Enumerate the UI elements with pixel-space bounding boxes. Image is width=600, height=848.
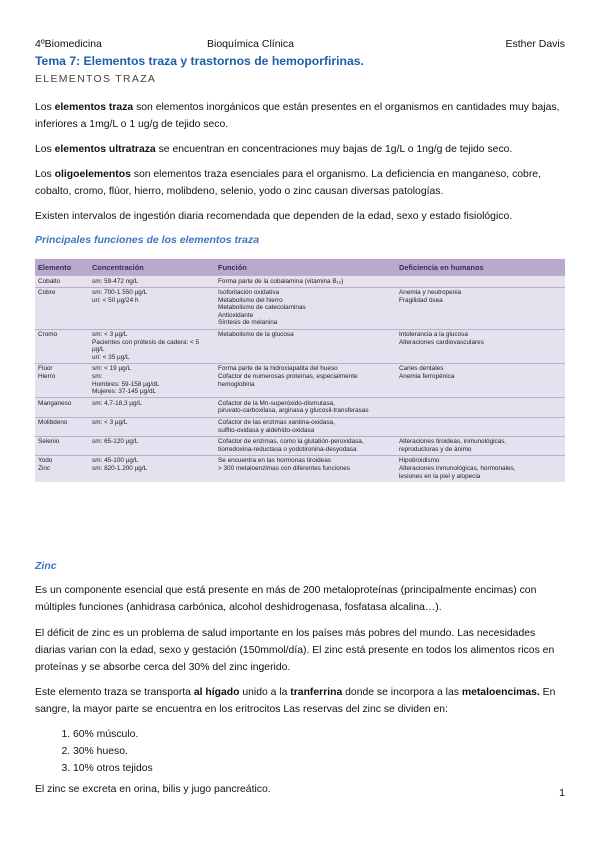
element-cell: Yodo Zinc: [35, 455, 89, 481]
column-header: Deficiencia en humanos: [396, 259, 565, 276]
element-cell: Cobre: [35, 287, 89, 329]
paragraph-ingestion: Existen intervalos de ingestión diaria recomendada que dependen de la edad, sexo y estado fisiológico.: [35, 211, 513, 222]
deficiency-cell: Intolerancia a la glucosa Alteraciones cardiovasculares: [396, 329, 565, 363]
list-item: 2. 30% hueso.: [73, 743, 153, 760]
column-header: Función: [215, 259, 396, 276]
paragraph-zinc-transport: Este elemento traza se transporta al hígado unido a la tranferrina donde se incorpora a las metaloencimas. En sangre, la mayor parte se encuentra en los eritrocitos Las reservas del zinc se dividen en:: [35, 687, 556, 715]
concentration-cell: sm: 4,7-18,3 µg/L: [89, 398, 215, 417]
paragraph-zinc-excretion: El zinc se excreta en orina, bilis y jugo pancreático.: [35, 784, 271, 795]
concentration-cell: sm: < 3 µg/L Pacientes con prótesis de cadera: < 5 µg/L uri: < 35 µg/L: [89, 329, 215, 363]
zinc-reserves-list: [35, 726, 153, 777]
function-cell: Cofactor de la Mn-superóxido-dismutasa, piruvato-carboxilasa, arginasa y glucosil-transferasas: [215, 398, 396, 417]
deficiency-cell: Alteraciones tiroideas, inmunológicas, reproductoras y de ánimo: [396, 436, 565, 455]
table-row: [35, 363, 565, 397]
concentration-cell: sm: < 3 µg/L: [89, 417, 215, 436]
concentration-cell: sm: 700-1.550 µg/L uri: < 50 µg/24 h: [89, 287, 215, 329]
concentration-cell: sm: 65-120 µg/L: [89, 436, 215, 455]
element-cell: Manganeso: [35, 398, 89, 417]
function-cell: Isoforilación oxidativa Metabolismo del hierro Metabolismo de catecolaminas Antioxidante Síntesis de melanina: [215, 287, 396, 329]
paragraph-elementos-traza: Los elementos traza son elementos inorgánicos que están presentes en el organismos en cantidades muy bajas, inferiores a 1mg/L o 1 ug/g de tejido seco.: [35, 102, 560, 130]
element-cell: Cobalto: [35, 276, 89, 288]
table-row: [35, 455, 565, 481]
paragraph-oligoelementos: Los oligoelementos son elementos traza esenciales para el organismo. La deficiencia en manganeso, cobre, cobalto, cromo, flúor, hierro, molibdeno, selenio, yodo o zinc causan diversas patologías.: [35, 169, 541, 197]
function-cell: Forma parte de la cobalamina (vitamina B₁₂): [215, 276, 396, 288]
table-row: [35, 398, 565, 417]
zinc-heading: Zinc: [35, 560, 57, 572]
function-cell: Cofactor de las enzimas xantina-oxidasa, sulfito-oxidasa y aldehído-oxidasa: [215, 417, 396, 436]
section-heading: ELEMENTOS TRAZA: [35, 73, 157, 85]
table-row: [35, 287, 565, 329]
column-header: Elemento: [35, 259, 89, 276]
page-header: [35, 38, 565, 52]
function-cell: Se encuentra en las hormonas tiroideas > 300 metaloenzimas con diferentes funciones: [215, 455, 396, 481]
table-row: [35, 436, 565, 455]
trace-elements-table: [35, 259, 565, 482]
element-cell: Selenio: [35, 436, 89, 455]
deficiency-cell: [396, 276, 565, 288]
table-row: [35, 276, 565, 288]
deficiency-cell: [396, 398, 565, 417]
function-cell: Metabolismo de la glucosa: [215, 329, 396, 363]
header-subject: Bioquímica Clínica: [207, 38, 294, 50]
deficiency-cell: Hipotiroidismo Alteraciones inmunológicas, hormonales, lesiones en la piel y alopecia: [396, 455, 565, 481]
concentration-cell: sm: 59-472 ng/L: [89, 276, 215, 288]
function-cell: Cofactor de enzimas, como la glutatión-peroxidasa, tiorredoxina-reductasa o yodotironina-desyodasa: [215, 436, 396, 455]
header-course: 4ºBiomedicina: [35, 38, 102, 50]
list-item: 1. 60% músculo.: [73, 726, 153, 743]
element-cell: Cromo: [35, 329, 89, 363]
page-title: Tema 7: Elementos traza y trastornos de hemoporfirinas.: [35, 54, 364, 68]
paragraph-ultratraza: Los elementos ultratraza se encuentran en concentraciones muy bajas de 1g/L o 1ng/g de tejido seco.: [35, 144, 513, 155]
deficiency-cell: Anemia y neutropenia Fragilidad ósea: [396, 287, 565, 329]
deficiency-cell: Caries dentales Anemia ferropénica: [396, 363, 565, 397]
functions-heading: Principales funciones de los elementos traza: [35, 234, 260, 246]
element-cell: Molibdeno: [35, 417, 89, 436]
function-cell: Forma parte de la hidroxiapatita del hueso Cofactor de numerosas proteínas, especialmente hemoglobina: [215, 363, 396, 397]
deficiency-cell: [396, 417, 565, 436]
concentration-cell: sm: 45-100 µg/L sm: 820-1.200 µg/L: [89, 455, 215, 481]
table-header-row: [35, 259, 565, 276]
element-cell: Flúor Hierro: [35, 363, 89, 397]
column-header: Concentración: [89, 259, 215, 276]
page-number: 1: [559, 787, 565, 799]
table-row: [35, 329, 565, 363]
paragraph-zinc-deficit: El déficit de zinc es un problema de salud importante en los países más pobres del mundo. Las necesidades diarias varian con la edad, sexo y gestación (150mmol/día). El zinc está presente en todos los alimentos ricos en proteínas y se absorbe cerca del 30% del zinc ingerido.: [35, 628, 555, 673]
list-item: 3. 10% otros tejidos: [73, 760, 153, 777]
table-row: [35, 417, 565, 436]
paragraph-zinc-components: Es un componente esencial que está presente en más de 200 metaloproteínas (principalmente encimas) con múltiples funciones (anhidrasa carbónica, alcohol deshidrogenasa, fosfatasa alcalina…).: [35, 585, 537, 613]
header-author: Esther Davis: [505, 38, 565, 50]
concentration-cell: sm: < 19 µg/L sm: Hombres: 59-158 µg/dL Mujeres: 37-145 µg/dL: [89, 363, 215, 397]
table-body: [35, 276, 565, 482]
